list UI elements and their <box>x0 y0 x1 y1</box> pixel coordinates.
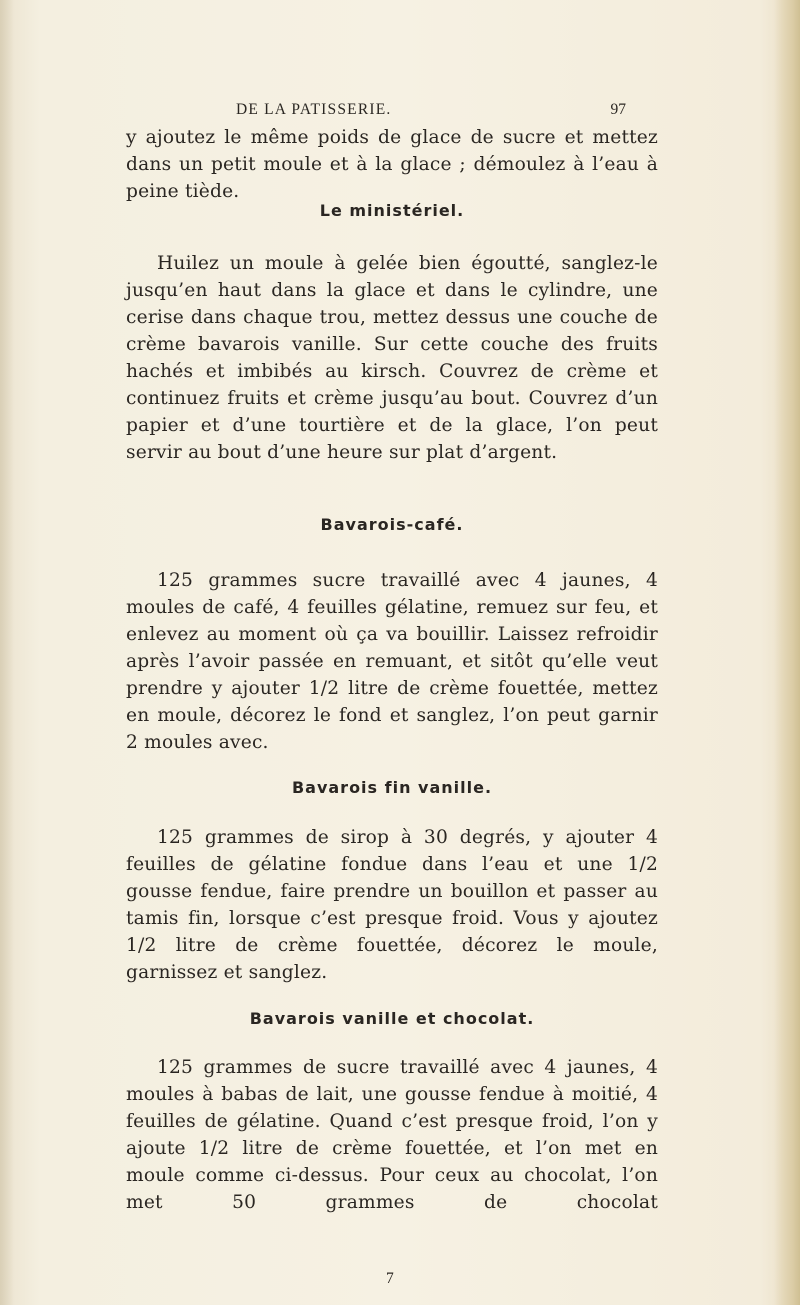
paragraph-bavarois-fin-vanille: 125 grammes de sirop à 30 degrés, y ajouter 4 feuilles de gélatine fondue dans l’eau et une 1/2 gousse fendue, faire prendre un bouillon et passer au tamis fin, lorsque c’est presque froid. Vous y ajoutez 1/2 litre de crème fouettée, décorez le moule, garnissez et sanglez. <box>126 827 658 983</box>
signature-mark: 7 <box>386 1270 394 1287</box>
continued-paragraph: y ajoutez le même poids de glace de sucre et mettez dans un petit moule et à la glace ; démoulez à l’eau à peine tiède. <box>126 127 658 202</box>
paragraph-bavarois-vanille-chocolat: 125 grammes de sucre travaillé avec 4 jaunes, 4 moules à babas de lait, une gousse fendue à moitié, 4 feuilles de gélatine. Quand c’est presque froid, l’on y ajoute 1/2 litre de crème fouettée, et l’on met en moule comme ci-dessus. Pour ceux au chocolat, l’on met 50 grammes de chocolat <box>126 1057 658 1213</box>
section-title-bavarois-cafe: Bavarois-café. <box>320 515 464 534</box>
section-title-bavarois-vanille-chocolat: Bavarois vanille et chocolat. <box>249 1009 535 1028</box>
section-title-bavarois-fin-vanille: Bavarois fin vanille. <box>291 778 493 797</box>
section-title-ministeriel: Le ministériel. <box>319 201 465 220</box>
running-title: DE LA PATISSERIE. <box>236 101 392 118</box>
paragraph-ministeriel: Huilez un moule à gelée bien égoutté, sanglez-le jusqu’en haut dans la glace et dans le cylindre, une cerise dans chaque trou, mettez dessus une couche de crème bavarois vanille. Sur cette couche des fruits hachés et imbibés au kirsch. Couvrez de crème et continuez fruits et crème jusqu’au bout. Couvrez d’un papier et d’une tourtière et de la glace, l’on peut servir au bout d’une heure sur plat d’argent. <box>126 253 658 463</box>
page-gutter-shadow <box>0 0 14 1305</box>
page-header <box>236 101 626 123</box>
page-edge-shadow <box>774 0 800 1305</box>
paragraph-bavarois-cafe: 125 grammes sucre travaillé avec 4 jaunes, 4 moules de café, 4 feuilles gélatine, remuez sur feu, et enlevez au moment où ça va bouillir. Laissez refroidir après l’avoir passée en remuant, et sitôt qu’elle veut prendre y ajouter 1/2 litre de crème fouettée, mettez en moule, décorez le fond et sanglez, l’on peut garnir 2 moules avec. <box>126 570 658 753</box>
page-number: 97 <box>610 101 626 118</box>
